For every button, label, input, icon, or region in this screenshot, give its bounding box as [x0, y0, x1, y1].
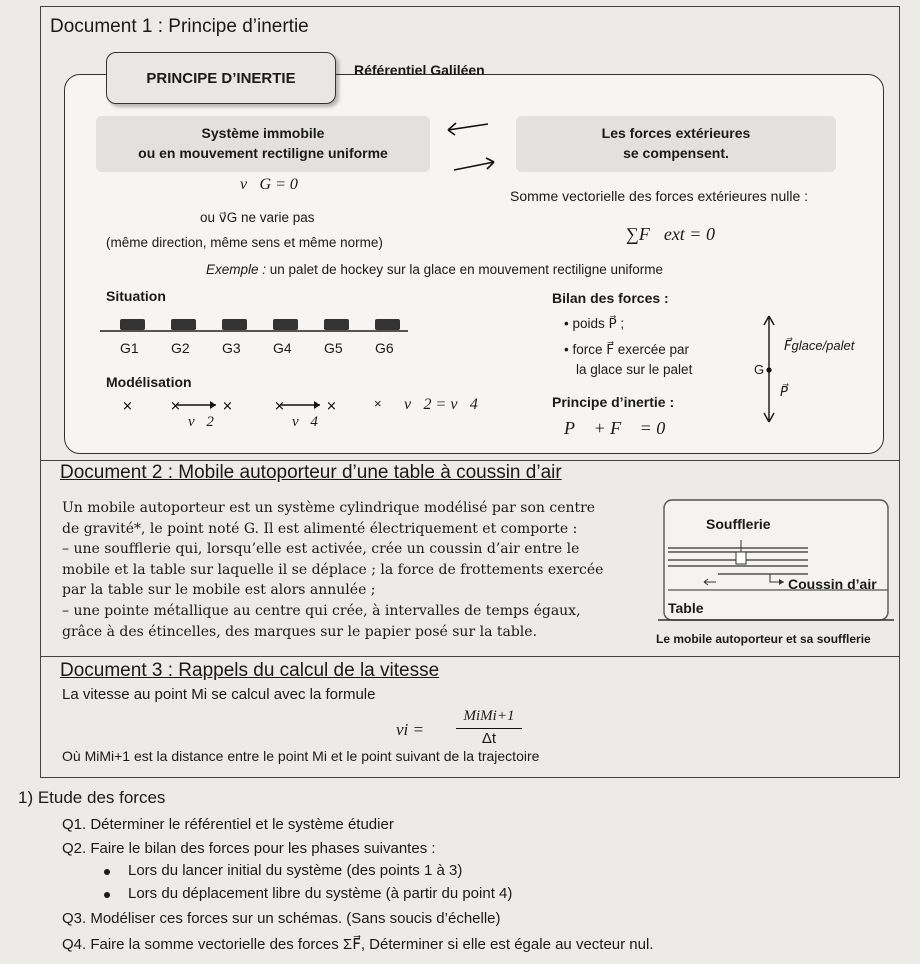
question-2: Q2. Faire le bilan des forces pour les phases suivantes :: [62, 840, 436, 857]
doc2-line: de gravité*, le point noté G. Il est alimenté électriquement et comporte :: [62, 520, 578, 537]
puck-g2: [171, 319, 196, 330]
question-1: Q1. Déterminer le référentiel et le système étudier: [62, 816, 394, 833]
equivalence-arrows-icon: [440, 118, 510, 174]
diagram-caption: Le mobile autoporteur et sa soufflerie: [656, 632, 871, 646]
section-title: 1) Etude des forces: [18, 788, 166, 807]
sum-null-text: Somme vectorielle des forces extérieures nulle :: [510, 188, 809, 204]
fraction-bar: [456, 728, 522, 729]
example-label: Exemple :: [206, 262, 267, 277]
g-point-label: G: [754, 362, 765, 377]
referentiel-label: Référentiel Galiléen: [354, 62, 485, 78]
bullet-icon: [104, 892, 110, 898]
puck-g1: [120, 319, 145, 330]
left-condition-box: [96, 116, 430, 172]
formula-numerator: MiMi+1: [463, 708, 515, 724]
svg-text:×: ×: [274, 399, 285, 414]
doc2-title: Document 2 : Mobile autoporteur d’une table à coussin d’air: [60, 462, 562, 483]
label-g4: G4: [273, 340, 292, 356]
p-vector-label: P⃗: [780, 384, 788, 399]
inertia-pill: PRINCIPE D’INERTIE: [106, 52, 336, 104]
vg-equation: v⃗G = 0⃗: [240, 176, 311, 193]
example-text: un palet de hockey sur la glace en mouvement rectiligne uniforme: [266, 262, 664, 277]
bilan-glace: la glace sur le palet: [576, 362, 693, 377]
bilan-poids: • poids P⃗ ;: [564, 316, 625, 331]
situation-label: Situation: [106, 288, 166, 304]
right-box-line-1: Les forces extérieures: [601, 125, 751, 141]
coussin-label: Coussin d’air: [788, 576, 877, 592]
svg-text:×: ×: [222, 399, 233, 414]
right-box-line-2: se compensent.: [623, 145, 729, 161]
extra-point: ×: [374, 396, 382, 411]
v2-label: v⃗2: [188, 414, 214, 430]
direction-text: (même direction, même sens et même norme): [106, 235, 383, 250]
bullet-icon: [104, 869, 110, 875]
left-box-line-1: Système immobile: [201, 125, 325, 141]
doc3-intro: La vitesse au point Mi se calcul avec la formule: [62, 686, 376, 703]
example-line: [206, 262, 663, 277]
svg-text:×: ×: [122, 399, 133, 414]
puck-g5: [324, 319, 349, 330]
left-box-line-2: ou en mouvement rectiligne uniforme: [138, 145, 388, 161]
v4-label: v⃗4: [292, 414, 318, 430]
bilan-force: • force F⃗ exercée par: [564, 342, 690, 357]
modelisation-points: [110, 396, 370, 416]
right-condition-box: [516, 116, 836, 172]
puck-g4: [273, 319, 298, 330]
doc2-line: Un mobile autoporteur est un système cylindrique modélisé par son centre: [62, 500, 596, 516]
f-vector-label: F⃗glace/palet: [784, 338, 855, 353]
principe-label: Principe d’inertie :: [552, 394, 675, 410]
doc3-note: Où MiMi+1 est la distance entre le point Mi et le point suivant de la trajectoire: [62, 748, 540, 764]
puck-g6: [375, 319, 400, 330]
principe-equation: P⃗ + F⃗ = 0⃗: [564, 418, 680, 438]
svg-text:×: ×: [326, 399, 337, 414]
doc2-doc3-separator: [40, 656, 900, 657]
soufflerie-label: Soufflerie: [706, 516, 771, 532]
doc2-line: mobile et la table sur laquelle il se déplace ; la force de frottements exercée: [62, 561, 604, 578]
label-g2: G2: [171, 340, 190, 356]
svg-text:×: ×: [170, 399, 181, 414]
speed-formula: [396, 708, 536, 750]
modelisation-label: Modélisation: [106, 374, 192, 390]
formula-lhs: vi =: [396, 720, 424, 739]
question-4: Q4. Faire la somme vectorielle des forces ΣF⃗, Déterminer si elle est égale au vecteur nul.: [62, 936, 654, 953]
doc2-paragraph: [62, 498, 642, 642]
bullet-item-2: Lors du déplacement libre du système (à partir du point 4): [128, 885, 513, 902]
v-equality: v⃗2 = v⃗4: [404, 396, 478, 413]
doc1-title: Document 1 : Principe d’inertie: [50, 16, 309, 37]
label-g3: G3: [222, 340, 241, 356]
label-g6: G6: [375, 340, 394, 356]
question-3: Q3. Modéliser ces forces sur un schémas. (Sans soucis d’échelle): [62, 910, 501, 927]
ice-line: [100, 328, 410, 334]
label-g5: G5: [324, 340, 343, 356]
doc2-line: – une pointe métallique au centre qui crée, à intervalles de temps égaux,: [62, 602, 581, 619]
formula-denominator: Δt: [481, 730, 497, 747]
puck-g3: [222, 319, 247, 330]
doc3-title: Document 3 : Rappels du calcul de la vitesse: [60, 660, 440, 681]
vg-constant-text: ou v⃗G ne varie pas: [200, 210, 315, 225]
sum-forces-equation: ∑F⃗ext = 0⃗: [626, 224, 729, 244]
label-g1: G1: [120, 340, 139, 356]
table-label: Table: [668, 600, 704, 616]
doc2-line: grâce à des étincelles, des marques sur le papier posé sur la table.: [62, 623, 538, 640]
doc2-line: par la table sur le mobile est alors annulée ;: [62, 582, 376, 599]
doc1-doc2-separator: [40, 460, 900, 461]
doc2-line: – une soufflerie qui, lorsqu’elle est activée, crée un coussin d’air entre le: [62, 541, 580, 558]
bilan-title: Bilan des forces :: [552, 290, 669, 306]
bullet-item-1: Lors du lancer initial du système (des points 1 à 3): [128, 862, 463, 879]
